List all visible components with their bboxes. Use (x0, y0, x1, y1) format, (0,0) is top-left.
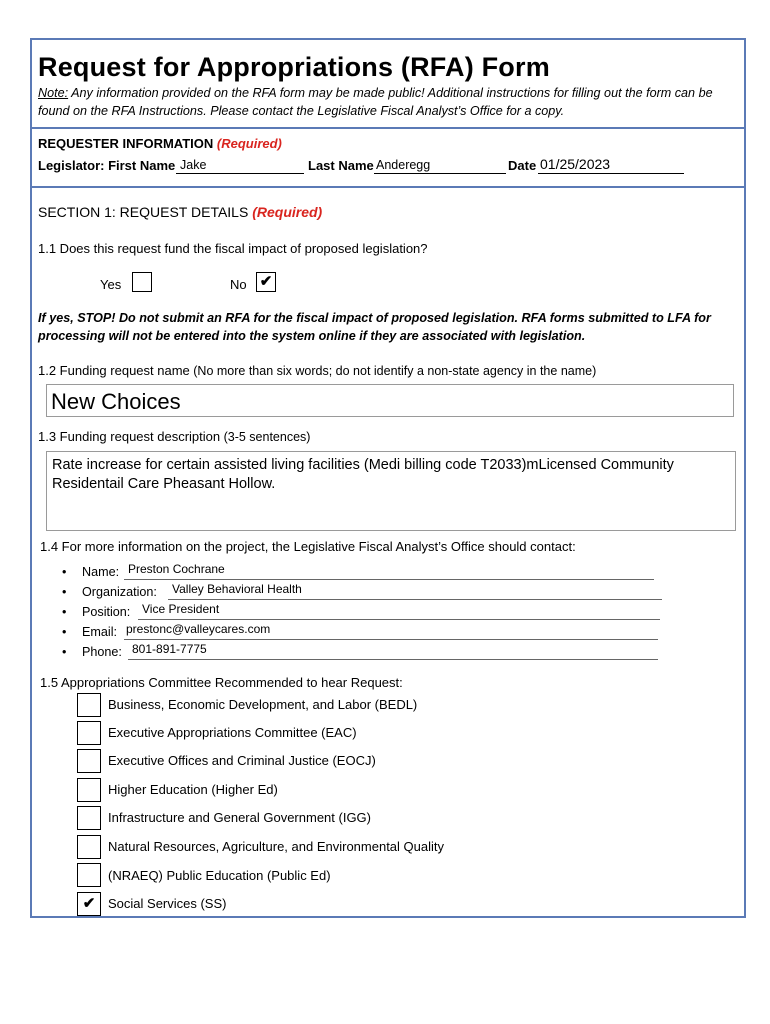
request-name-input[interactable] (46, 384, 734, 417)
committee-checkbox-eocj[interactable] (77, 749, 101, 773)
page-title: Request for Appropriations (RFA) Form (38, 52, 550, 82)
committee-label-higher-ed: Higher Education (Higher Ed) (108, 782, 278, 797)
committee-checkbox-bedl[interactable] (77, 693, 101, 717)
q11-label: 1.1 Does this request fund the fiscal impact of proposed legislation? (38, 241, 428, 256)
last-name-field[interactable]: Anderegg (376, 158, 431, 172)
committee-label-bedl: Business, Economic Development, and Labor (BEDL) (108, 697, 418, 712)
committee-checkbox-igg[interactable] (77, 806, 101, 830)
contact-organization-label: Organization: (82, 585, 157, 599)
committee-label-igg: Infrastructure and General Government (IGG) (108, 810, 371, 825)
date-label: Date (508, 158, 537, 173)
note-prefix: Note: (38, 86, 69, 100)
committee-checkbox-higher-ed[interactable] (77, 778, 101, 802)
section1-heading (38, 204, 322, 220)
date-underline (538, 173, 684, 174)
legislation-warning: If yes, STOP! Do not submit an RFA for the fiscal impact of proposed legislation. RFA forms submitted to LFA for processing will not be entered into the system online if they are associated with legislation. (38, 311, 711, 343)
list-bullet: • (62, 645, 67, 659)
section1-heading-text: SECTION 1: REQUEST DETAILS (38, 204, 249, 220)
first-name-underline (176, 173, 304, 174)
contact-position-label: Position: (82, 605, 131, 619)
contact-position-underline (138, 619, 660, 620)
contact-phone-field[interactable]: 801-891-7775 (132, 642, 207, 656)
rfa-form (30, 38, 746, 918)
contact-name-field[interactable]: Preston Cochrane (128, 562, 225, 576)
last-name-label: Last Name (308, 158, 374, 173)
contact-name-label: Name: (82, 565, 120, 579)
q13-label (38, 429, 310, 444)
list-bullet: • (62, 625, 67, 639)
q12-title: 1.2 Funding request name (38, 363, 190, 378)
committee-checkbox-eac[interactable] (77, 721, 101, 745)
contact-organization-underline (168, 599, 662, 600)
committee-label-eac: Executive Appropriations Committee (EAC) (108, 725, 357, 740)
first-name-label: Legislator: First Name (38, 158, 176, 173)
q12-note: (No more than six words; do not identify a non-state agency in the name) (189, 364, 597, 378)
required-label: (Required) (216, 136, 282, 151)
requester-heading-text: REQUESTER INFORMATION (38, 136, 214, 151)
contact-email-label: Email: (82, 625, 117, 639)
divider (32, 127, 744, 129)
q13-note: (3-5 sentences) (220, 430, 311, 444)
date-field[interactable]: 01/25/2023 (540, 156, 611, 172)
contact-email-field[interactable]: prestonc@valleycares.com (126, 622, 271, 636)
yes-checkbox[interactable] (132, 272, 152, 292)
committee-checkbox-ss[interactable]: ✔ (77, 892, 101, 916)
committee-label-public-ed: (NRAEQ) Public Education (Public Ed) (108, 868, 331, 883)
q14-label: 1.4 For more information on the project, the Legislative Fiscal Analyst’s Office should contact: (40, 539, 576, 554)
required-label: (Required) (252, 204, 323, 220)
list-bullet: • (62, 605, 67, 619)
request-name-value: New Choices (51, 389, 181, 414)
contact-phone-label: Phone: (82, 645, 122, 659)
form-note (38, 84, 738, 120)
no-label: No (230, 277, 247, 292)
contact-organization-field[interactable]: Valley Behavioral Health (172, 582, 302, 596)
q13-title: 1.3 Funding request description (38, 429, 221, 444)
request-description-value: Rate increase for certain assisted living facilities (Medi billing code T2033)mLicensed Community Residentail Care Pheasant Hollow. (52, 457, 674, 492)
q12-label (38, 363, 596, 378)
committee-checkbox-public-ed[interactable] (77, 863, 101, 887)
request-description-textarea[interactable] (46, 451, 736, 531)
contact-phone-underline (128, 659, 658, 660)
list-bullet: • (62, 565, 67, 579)
no-checkbox[interactable]: ✔ (256, 272, 276, 292)
requester-heading (38, 136, 282, 151)
contact-email-underline (124, 639, 658, 640)
committee-label-nraeq: Natural Resources, Agriculture, and Environmental Quality (108, 839, 444, 854)
divider (32, 186, 744, 188)
note-text: Any information provided on the RFA form may be made public! Additional instructions for filling out the form can be found on the RFA Instructions. Please contact the Legislative Fiscal Analyst’s Office for a copy. (38, 86, 713, 118)
list-bullet: • (62, 585, 67, 599)
committee-checkbox-nraeq[interactable] (77, 835, 101, 859)
q15-label: 1.5 Appropriations Committee Recommended to hear Request: (40, 675, 403, 690)
first-name-field[interactable]: Jake (180, 158, 207, 172)
committee-label-ss: Social Services (SS) (108, 896, 227, 911)
last-name-underline (374, 173, 506, 174)
committee-label-eocj: Executive Offices and Criminal Justice (EOCJ) (108, 753, 376, 768)
contact-position-field[interactable]: Vice President (142, 602, 220, 616)
yes-label: Yes (100, 277, 122, 292)
contact-name-underline (124, 579, 654, 580)
